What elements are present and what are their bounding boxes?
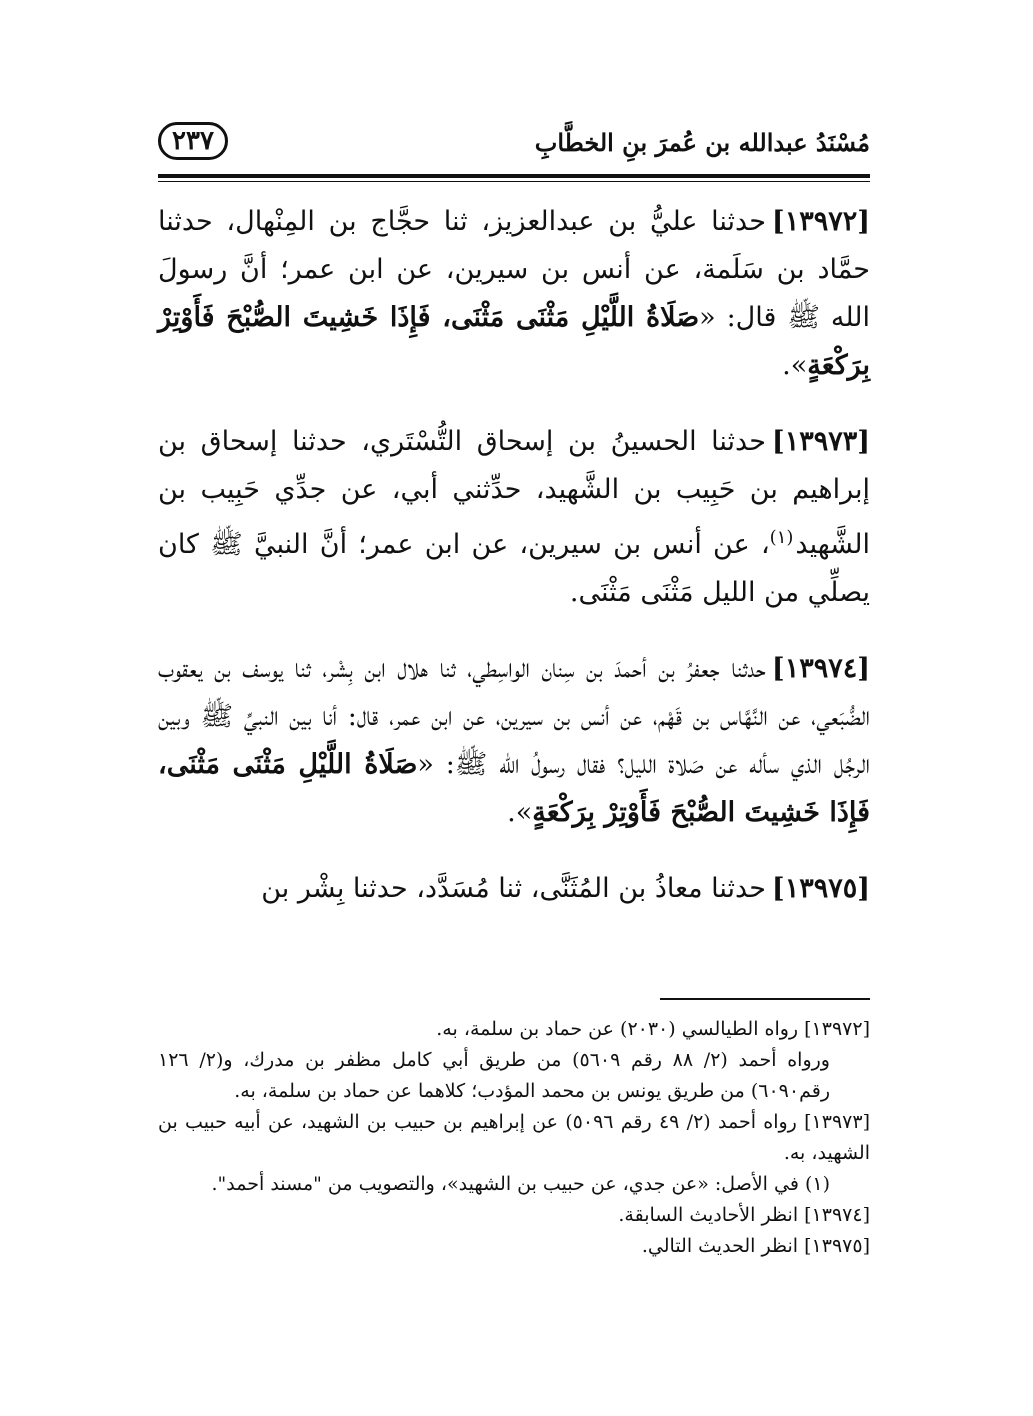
footnote-13974: [١٣٩٧٤] انظر الأحاديث السابقة. xyxy=(618,1204,870,1226)
hadith-number: [١٣٩٧٤] xyxy=(771,653,870,684)
header-rule-thin xyxy=(158,181,870,182)
footnote-13975: [١٣٩٧٥] انظر الحديث التالي. xyxy=(641,1235,870,1257)
hadith-quote: صَلَاةُ اللَّيْلِ مَثْنَى مَثْنَى، فَإِذَا خَشِيتَ الصُّبْحَ فَأَوْتِرْ بِرَكْعَةٍ xyxy=(158,302,870,381)
footnote-13972-sources: ورواه أحمد (٢/ ٨٨ رقم ٥٦٠٩) من طريق أبي كامل مظفر بن مدرك، و(٢/ ١٢٦ رقم٦٠٩٠) من طريق يونس بن محمد المؤدب؛ كلاهما عن حماد بن سلمة، به. xyxy=(158,1049,830,1102)
hadith-after: ». xyxy=(507,797,533,828)
footnote-separator xyxy=(660,998,870,1000)
page-header xyxy=(158,108,870,174)
main-text xyxy=(158,198,870,913)
header-rule-thick xyxy=(158,174,870,178)
hadith-text: حدثنا معاذُ بن المُثَنَّى، ثنا مُسَدَّد، حدثنا بِشْر بن xyxy=(261,873,766,904)
hadith-number: [١٣٩٧٢] xyxy=(771,206,870,237)
hadith-quote: صَلَاةُ اللَّيْلِ مَثْنَى مَثْنَى، فَإِذَا خَشِيتَ الصُّبْحَ فَأَوْتِرْ بِرَكْعَةٍ xyxy=(158,749,870,828)
footnotes xyxy=(158,1014,870,1262)
footnote-13973: [١٣٩٧٣] رواه أحمد (٢/ ٤٩ رقم ٥٠٩٦) عن إبراهيم بن حبيب بن الشهيد، عن أبيه حبيب بن الشهيد، به. xyxy=(158,1111,870,1164)
hadith-13973 xyxy=(158,418,870,617)
footnote-marker[interactable]: (١) xyxy=(769,527,794,548)
hadith-after: ». xyxy=(782,350,808,381)
hadith-text: حدثنا الحسينُ بن إسحاق التُّسْتَري، حدثنا إسحاق بن إبراهيم بن حَبِيب بن الشَّهيد، حدِّثني أبي، عن جدِّي حَبِيب بن الشَّهيد xyxy=(158,426,870,560)
hadith-text: حدثنا عليُّ بن عبدالعزيز، ثنا حجَّاج بن المِنْهال، حدثنا حمَّاد بن سَلَمة، عن أنس بن سيرين، عن ابن عمر؛ أنَّ رسولَ الله ﷺ قال: « xyxy=(158,206,870,333)
page-number: ٢٣٧ xyxy=(158,122,228,160)
hadith-13974 xyxy=(158,645,870,837)
running-title: مُسْنَدُ عبدالله بن عُمرَ بنِ الخطَّابِ xyxy=(534,128,870,157)
hadith-number: [١٣٩٧٥] xyxy=(771,873,870,904)
footnote-13972: [١٣٩٧٢] رواه الطيالسي (٢٠٣٠) عن حماد بن سلمة، به. xyxy=(436,1018,870,1040)
hadith-13972 xyxy=(158,198,870,390)
hadith-text: حدثنا جعفرُ بن أحمدَ بن سِنان الواسِطي، ثنا هلال ابن بِشْر، ثنا يوسف بن يعقوب الضُّبَعي، عن النَّهَّاس بن قَهْم، عن أنس بن سيرين، عن ابن عمر، قال: أنا بين النبيِّ ﷺ وبين الرجُل الذي سأله عن صَلاة الليل؟ فقال رسولُ الله ﷺ: « xyxy=(158,653,870,780)
page xyxy=(158,108,870,1257)
hadith-after: ، عن أنس بن سيرين، عن ابن عمر؛ أنَّ النبيَّ ﷺ كان يصلِّي من الليل مَثْنَى مَثْنَى. xyxy=(158,529,870,608)
hadith-13975 xyxy=(158,865,870,913)
footnote-1: (١) في الأصل: «عن جدي، عن حبيب بن الشهيد»، والتصويب من "مسند أحمد". xyxy=(211,1173,830,1195)
hadith-number: [١٣٩٧٣] xyxy=(771,426,870,457)
